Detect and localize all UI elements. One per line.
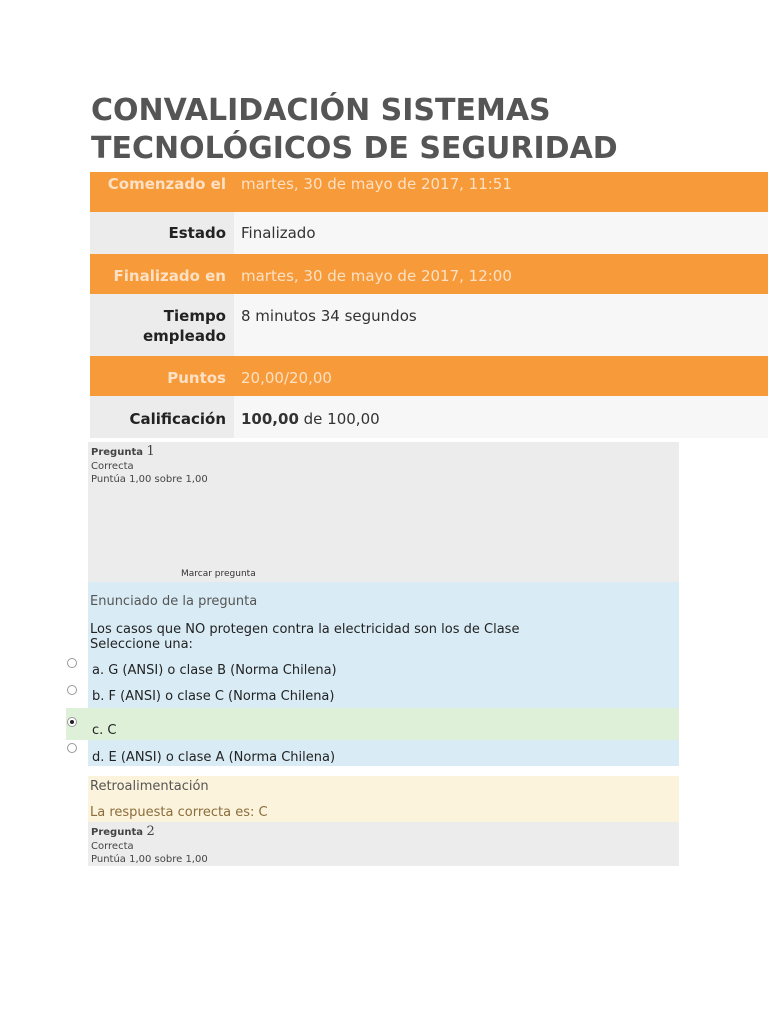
question-1-number <box>91 444 155 459</box>
summary-row-grade <box>90 396 768 438</box>
question-prefix: Pregunta <box>91 447 147 458</box>
summary-row-points <box>90 356 768 396</box>
answer-option-b[interactable] <box>66 684 679 710</box>
finished-value: martes, 30 de mayo de 2017, 12:00 <box>241 267 512 285</box>
started-value: martes, 30 de mayo de 2017, 11:51 <box>241 175 512 193</box>
feedback-heading: Retroalimentación <box>90 779 209 794</box>
points-value: 20,00/20,00 <box>241 369 332 387</box>
question-number: 1 <box>146 444 155 459</box>
question-1-info <box>88 442 679 582</box>
points-label: Puntos <box>167 369 226 387</box>
started-label: Comenzado el <box>107 175 226 193</box>
grade-value <box>234 396 768 438</box>
attempt-summary-table <box>90 172 768 438</box>
time-label <box>90 294 234 356</box>
answer-c-label: c. C <box>92 723 117 738</box>
question-prefix: Pregunta <box>91 827 147 838</box>
summary-row-finished <box>90 254 768 294</box>
question-1-status: Correcta <box>91 461 134 472</box>
summary-row-started <box>90 172 768 212</box>
state-label: Estado <box>90 212 234 254</box>
question-2-score: Puntúa 1,00 sobre 1,00 <box>91 854 208 865</box>
question-statement: Los casos que NO protegen contra la electricidad son los de Clase <box>90 622 520 637</box>
state-value: Finalizado <box>234 212 768 254</box>
grade-score: 100,00 <box>241 410 299 428</box>
question-heading: Enunciado de la pregunta <box>90 594 258 609</box>
flag-question-link[interactable]: Marcar pregunta <box>181 569 256 579</box>
radio-d[interactable] <box>67 743 77 753</box>
answer-a-label: a. G (ANSI) o clase B (Norma Chilena) <box>92 663 337 678</box>
summary-row-state <box>90 212 768 254</box>
radio-a[interactable] <box>67 658 77 668</box>
summary-row-time <box>90 294 768 356</box>
answer-option-a[interactable] <box>66 658 679 684</box>
feedback-text: La respuesta correcta es: C <box>90 805 268 820</box>
question-2-info <box>88 822 679 866</box>
feedback-panel <box>88 776 679 822</box>
question-prompt: Seleccione una: <box>90 637 193 652</box>
question-text <box>90 622 519 652</box>
question-2-number <box>91 824 155 839</box>
question-2-status: Correcta <box>91 841 134 852</box>
finished-label: Finalizado en <box>113 267 226 285</box>
radio-c-selected[interactable] <box>67 717 77 727</box>
time-label-line2: empleado <box>142 327 226 345</box>
answer-d-label: d. E (ANSI) o clase A (Norma Chilena) <box>92 750 336 765</box>
time-value: 8 minutos 34 segundos <box>234 294 768 356</box>
answer-option-d[interactable] <box>66 740 679 766</box>
grade-label: Calificación <box>90 396 234 438</box>
question-1-score: Puntúa 1,00 sobre 1,00 <box>91 474 208 485</box>
time-label-line1: Tiempo <box>163 307 226 325</box>
page-title: CONVALIDACIÓN SISTEMAS TECNOLÓGICOS DE SEGURIDAD <box>91 93 618 166</box>
answer-option-c[interactable] <box>66 708 679 740</box>
grade-total: de 100,00 <box>298 410 380 428</box>
question-number: 2 <box>146 824 155 839</box>
radio-b[interactable] <box>67 685 77 695</box>
answer-b-label: b. F (ANSI) o clase C (Norma Chilena) <box>92 689 335 704</box>
